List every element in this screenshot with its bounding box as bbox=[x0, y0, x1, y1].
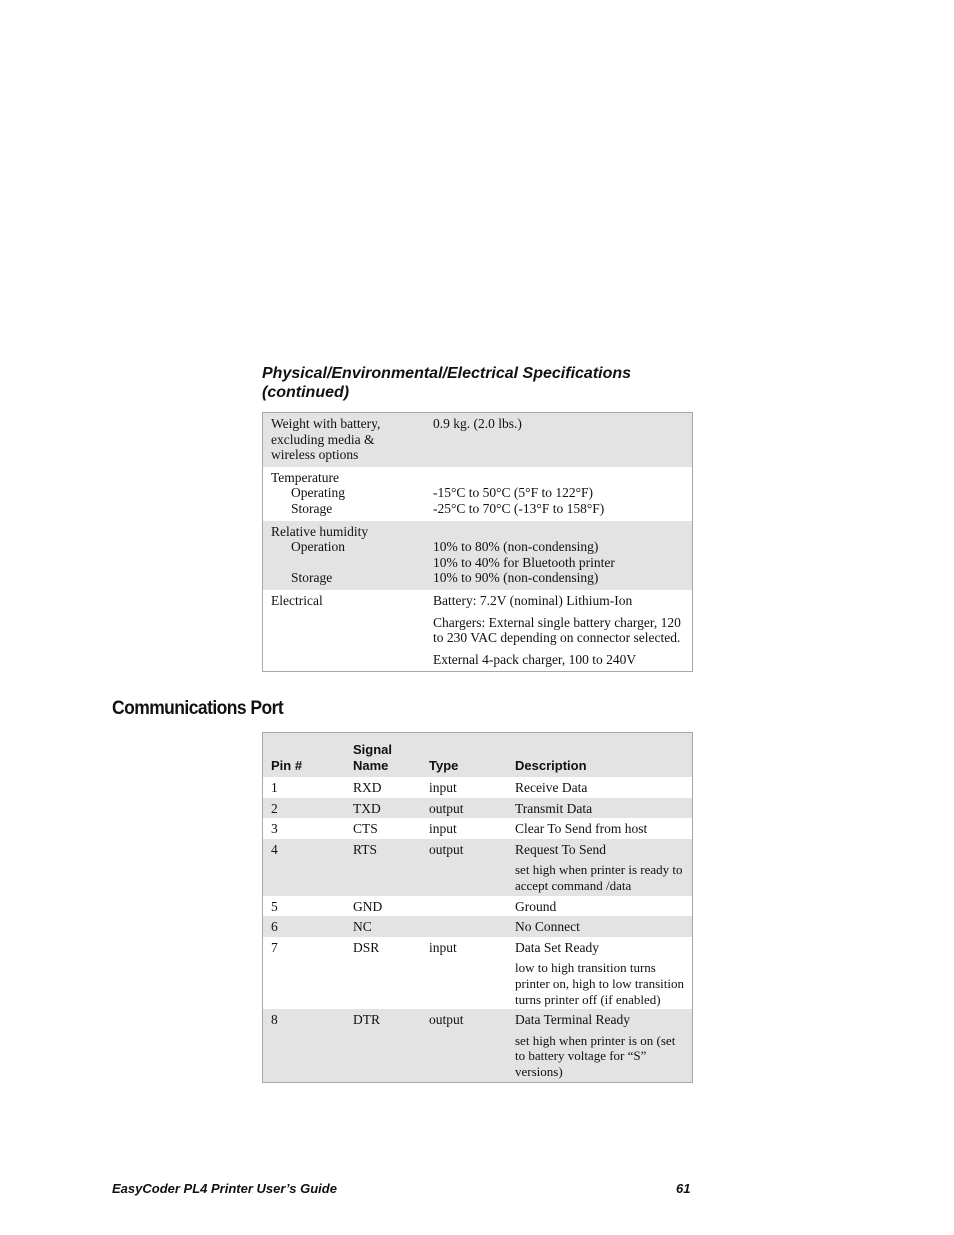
table-row bbox=[263, 937, 693, 1009]
temperature-operating-value: -15°C to 50°C (5°F to 122°F) bbox=[433, 485, 593, 501]
weight-label-line: wireless options bbox=[271, 447, 359, 463]
header-type: Type bbox=[421, 733, 507, 778]
type-cell: output bbox=[421, 1009, 507, 1082]
temperature-label: Temperature bbox=[271, 469, 340, 485]
description-cell: Receive Data bbox=[515, 780, 588, 795]
pin-cell: 3 bbox=[271, 821, 278, 837]
spec-row-weight bbox=[263, 413, 693, 467]
specifications-table bbox=[262, 412, 693, 672]
spec-value-electrical bbox=[425, 590, 693, 672]
spec-row-humidity bbox=[263, 521, 693, 590]
table-row bbox=[263, 839, 693, 896]
section-heading: Communications Port bbox=[112, 698, 284, 719]
spec-value-humidity bbox=[425, 521, 693, 590]
pin-cell: 5 bbox=[271, 898, 278, 914]
description-cell bbox=[507, 839, 693, 896]
type-cell: output bbox=[421, 839, 507, 896]
type-cell: input bbox=[429, 939, 457, 955]
table-row bbox=[263, 798, 693, 819]
specs-title bbox=[262, 364, 682, 402]
spec-label-electrical: Electrical bbox=[271, 592, 323, 608]
header-pin: Pin # bbox=[263, 733, 346, 778]
humidity-bluetooth-value: 10% to 40% for Bluetooth printer bbox=[433, 554, 615, 570]
description-cell: No Connect bbox=[507, 916, 693, 937]
humidity-operation-label: Operation bbox=[291, 539, 345, 555]
type-cell: input bbox=[429, 821, 457, 837]
electrical-4pack-value: External 4-pack charger, 100 to 240V bbox=[433, 651, 637, 667]
description-cell: Clear To Send from host bbox=[515, 821, 648, 837]
table-row bbox=[263, 1009, 693, 1082]
description-text: Data Terminal Ready bbox=[515, 1012, 631, 1028]
type-cell: input bbox=[429, 780, 457, 795]
spec-label-temperature bbox=[263, 467, 426, 521]
pin-cell: 2 bbox=[263, 798, 346, 819]
description-text: Request To Send bbox=[515, 841, 607, 857]
description-cell: Transmit Data bbox=[507, 798, 693, 819]
header-description: Description bbox=[507, 733, 693, 778]
header-signal-line2: Name bbox=[353, 757, 389, 773]
signal-cell: NC bbox=[345, 916, 421, 937]
description-note: set high when printer is on (set to battery voltage for “S” versions) bbox=[515, 1032, 676, 1079]
humidity-label: Relative humidity bbox=[271, 523, 369, 539]
specs-title-line1: Physical/Environmental/Electrical Specifications bbox=[262, 365, 632, 382]
weight-label-line: excluding media & bbox=[271, 431, 375, 447]
table-row bbox=[263, 777, 693, 798]
spec-value-temperature bbox=[425, 467, 693, 521]
signal-cell: DSR bbox=[353, 939, 380, 955]
description-cell: Ground bbox=[515, 898, 557, 914]
pin-cell: 4 bbox=[263, 839, 346, 896]
description-cell bbox=[507, 937, 693, 1009]
pin-cell: 8 bbox=[263, 1009, 346, 1082]
spec-row-temperature bbox=[263, 467, 693, 521]
description-cell bbox=[507, 1009, 693, 1082]
spec-label-humidity bbox=[263, 521, 426, 590]
table-row bbox=[263, 818, 693, 839]
signal-cell: CTS bbox=[353, 821, 378, 837]
table-row bbox=[263, 896, 693, 917]
description-text: Data Set Ready bbox=[515, 939, 599, 955]
description-note: set high when printer is ready to accept command /data bbox=[515, 862, 683, 893]
spec-value-weight: 0.9 kg. (2.0 lbs.) bbox=[425, 413, 693, 467]
humidity-storage-label: Storage bbox=[291, 570, 333, 586]
signal-cell: RXD bbox=[353, 780, 382, 795]
signal-cell: TXD bbox=[345, 798, 421, 819]
humidity-storage-value: 10% to 90% (non-condensing) bbox=[433, 570, 599, 586]
pin-cell: 1 bbox=[271, 780, 278, 795]
weight-label-line: Weight with battery, bbox=[271, 416, 381, 431]
spec-row-electrical bbox=[263, 590, 693, 672]
table-row bbox=[263, 916, 693, 937]
communications-port-table bbox=[262, 732, 693, 1083]
port-table-header bbox=[263, 733, 693, 778]
specs-title-line2: (continued) bbox=[262, 384, 350, 401]
signal-cell: DTR bbox=[345, 1009, 421, 1082]
temperature-storage-value: -25°C to 70°C (-13°F to 158°F) bbox=[433, 500, 605, 516]
footer-guide-title: EasyCoder PL4 Printer User’s Guide bbox=[112, 1181, 337, 1196]
humidity-operation-value: 10% to 80% (non-condensing) bbox=[433, 539, 599, 555]
temperature-operating-label: Operating bbox=[291, 485, 345, 501]
signal-cell: GND bbox=[353, 898, 383, 914]
pin-cell: 7 bbox=[271, 939, 278, 955]
temperature-storage-label: Storage bbox=[291, 500, 333, 516]
type-cell bbox=[421, 896, 507, 917]
footer-page-number: 61 bbox=[676, 1181, 691, 1196]
electrical-chargers-value: Chargers: External single battery charger, 120 to 230 VAC depending on connector selected. bbox=[433, 614, 681, 646]
signal-cell: RTS bbox=[345, 839, 421, 896]
header-signal-name bbox=[345, 733, 421, 778]
spec-label-weight bbox=[263, 413, 426, 467]
type-cell: output bbox=[421, 798, 507, 819]
type-cell bbox=[421, 916, 507, 937]
pin-cell: 6 bbox=[263, 916, 346, 937]
header-signal-line1: Signal bbox=[353, 742, 393, 757]
electrical-battery-value: Battery: 7.2V (nominal) Lithium-Ion bbox=[433, 592, 633, 608]
description-note: low to high transition turns printer on, high to low transition turns printer off (if enabled) bbox=[515, 960, 684, 1007]
